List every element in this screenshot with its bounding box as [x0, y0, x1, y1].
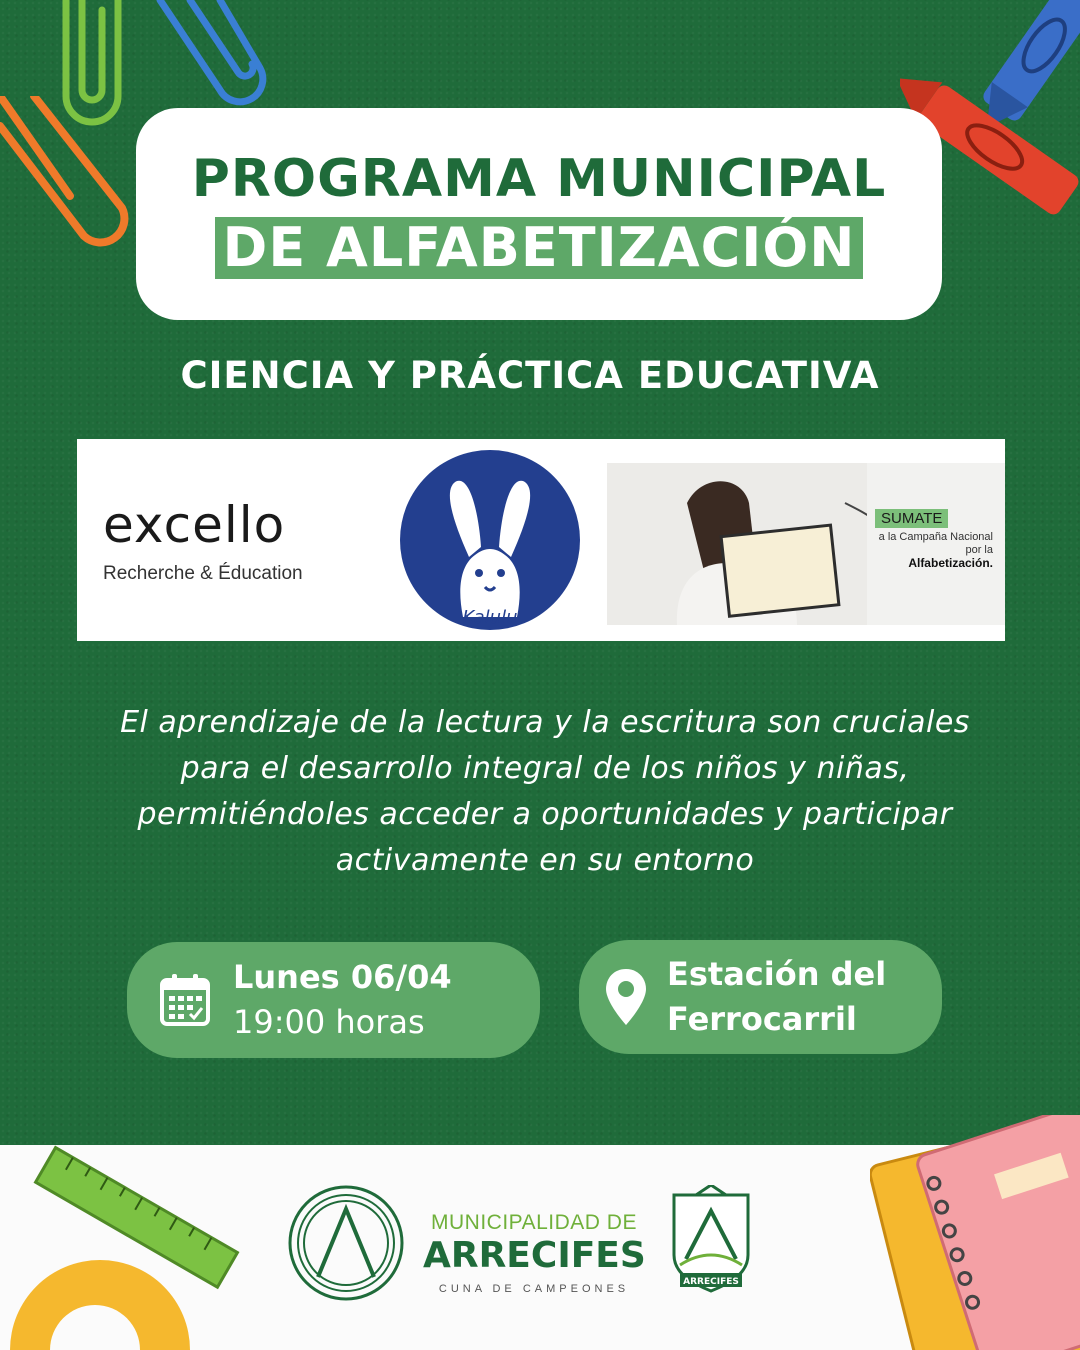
kalulu-rabbit-logo — [399, 447, 581, 633]
event-place-pill — [579, 940, 942, 1054]
municipality-slogan: CUNA DE CAMPEONES — [438, 1283, 630, 1295]
description-paragraph: El aprendizaje de la lectura y la escritura son cruciales para el desarrollo integral de los niños y niñas, permitiéndoles acceder a oportunidades y participar activamente en su entorno — [120, 705, 970, 878]
municipality-city: ARRECIFES — [423, 1235, 646, 1276]
protractor-icon — [0, 1240, 190, 1350]
event-place — [667, 952, 886, 1042]
municipality-name — [423, 1211, 645, 1295]
event-datetime — [233, 955, 452, 1045]
title-line-2: DE ALFABETIZACIÓN — [215, 217, 864, 279]
campaign-bold: Alfabetización. — [908, 556, 993, 570]
event-date-pill — [127, 942, 540, 1058]
girl-reading-illustration — [607, 463, 867, 625]
title-card — [136, 108, 942, 320]
crest-label: ARRECIFES — [683, 1277, 739, 1287]
arrecifes-crest-logo — [666, 1185, 756, 1295]
event-time: 19:00 horas — [233, 1003, 425, 1041]
campaign-caption — [873, 531, 993, 570]
kalulu-label: Kalulu — [462, 607, 518, 628]
footer — [0, 1145, 1080, 1350]
campaign-banner — [607, 463, 1005, 625]
municipality-label: MUNICIPALIDAD DE — [431, 1211, 637, 1234]
calendar-icon — [159, 972, 211, 1028]
blue-paperclip-icon — [150, 0, 300, 110]
notebooks-icon — [870, 1115, 1080, 1350]
excello-tagline: Recherche & Éducation — [103, 563, 303, 584]
event-place-line-1: Estación del — [667, 955, 887, 993]
subtitle: CIENCIA Y PRÁCTICA EDUCATIVA — [180, 354, 880, 397]
campaign-line: a la Campaña Nacional por la — [878, 531, 993, 556]
location-pin-icon — [603, 967, 649, 1027]
orange-paperclip-icon — [0, 96, 130, 276]
municipality-seal-logo — [288, 1185, 404, 1301]
title-line-1: PROGRAMA MUNICIPAL — [191, 149, 887, 209]
excello-logo — [103, 497, 303, 585]
sumate-badge: SUMATE — [875, 509, 948, 528]
excello-wordmark: excello — [103, 496, 286, 554]
partner-logos-strip — [77, 439, 1005, 641]
event-place-line-2: Ferrocarril — [667, 1000, 857, 1038]
event-date: Lunes 06/04 — [233, 958, 452, 996]
